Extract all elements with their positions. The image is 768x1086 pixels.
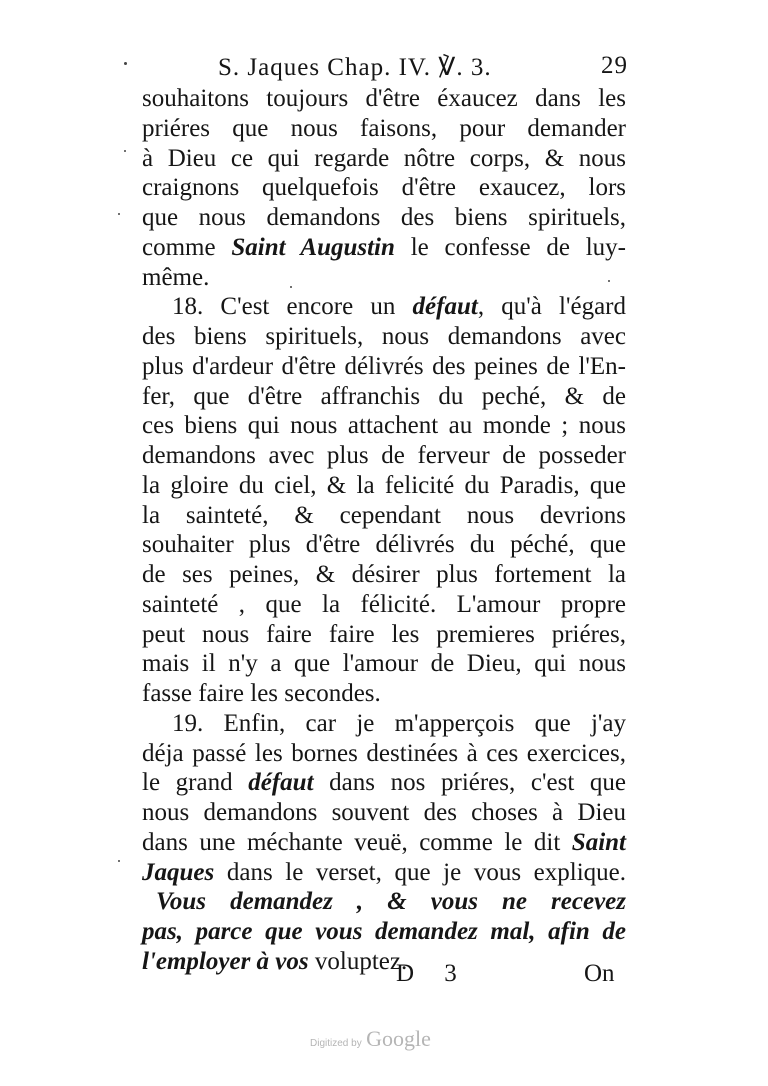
text-run: dans une méchante veuë, comme le dit xyxy=(142,828,572,856)
text-line xyxy=(142,768,626,798)
text-line: ces biens qui nous attachent au monde ; nous xyxy=(142,412,626,440)
text-line: à Dieu ce qui regarde nôtre corps, & nous xyxy=(142,144,626,172)
text-line xyxy=(142,292,626,322)
body-text xyxy=(142,84,626,977)
text-line: déja passé les bornes destinées à ces exercices, xyxy=(142,739,626,767)
text-line: priéres que nous faisons, pour demander xyxy=(142,114,626,142)
ink-speck xyxy=(290,286,292,288)
ink-speck xyxy=(118,213,120,215)
text-run: dans le verset, que je vous explique. xyxy=(214,858,626,886)
italic-run: Saint Augustin xyxy=(231,233,395,261)
running-title: S. Jaques Chap. IV. ℣. 3. xyxy=(218,54,492,81)
text-line: sainteté , que la félicité. L'amour propre xyxy=(142,590,626,618)
text-line: souhaiter plus d'être délivrés du péché, que xyxy=(142,531,626,559)
text-line: demandons avec plus de ferveur de posseder xyxy=(142,442,626,469)
signature-mark: D 3 xyxy=(396,960,469,987)
text-line: mais il n'y a que l'amour de Dieu, qui nous xyxy=(142,650,626,678)
text-run: le confesse de luy- xyxy=(394,233,626,261)
text-line: la sainteté, & cependant nous devrions xyxy=(142,501,626,529)
text-run: , qu'à l'égard xyxy=(477,293,626,321)
text-line: fer, que d'être affranchis du peché, & de xyxy=(142,382,626,410)
text-run: comme xyxy=(142,233,232,261)
text-line xyxy=(142,233,626,263)
catchword: On xyxy=(584,960,615,987)
text-line: de ses peines, & désirer plus fortement la xyxy=(142,561,626,588)
text-run: voluptez. xyxy=(308,947,408,975)
text-line: craignons quelquefois d'être exaucez, lors xyxy=(142,174,626,202)
page-number: 29 xyxy=(601,52,628,79)
ink-speck xyxy=(124,150,126,152)
watermark-brand: Google xyxy=(366,1026,431,1051)
italic-run: défaut xyxy=(412,293,478,321)
text-line: la gloire du ciel, & la felicité du Paradis, que xyxy=(142,471,626,499)
italic-run: Vous demandez , & vous ne recevez xyxy=(156,888,626,916)
text-line xyxy=(142,828,626,858)
ink-speck xyxy=(118,860,120,862)
text-line: même. xyxy=(142,263,210,291)
text-line: que nous demandons des biens spirituels, xyxy=(142,204,626,231)
italic-run: l'employer à vos xyxy=(142,947,309,975)
text-run: dans nos priéres, c'est que xyxy=(313,769,627,797)
italic-run: défaut xyxy=(248,769,314,797)
text-line xyxy=(142,887,626,917)
text-line: souhaitons toujours d'être éxaucez dans les xyxy=(142,85,626,112)
italic-run: Saint xyxy=(571,828,626,856)
page-footer xyxy=(0,960,768,994)
text-line: 19. Enfin, car je m'apperçois que j'ay xyxy=(172,709,626,737)
digitization-watermark xyxy=(310,1026,431,1052)
text-line xyxy=(142,858,626,888)
text-line: plus d'ardeur d'être délivrés des peines de l'En- xyxy=(142,352,626,380)
text-run: le grand xyxy=(142,769,249,797)
text-line: des biens spirituels, nous demandons avec xyxy=(142,323,626,350)
watermark-prefix: Digitized by xyxy=(310,1038,362,1049)
ink-speck xyxy=(608,280,610,282)
page-header xyxy=(218,52,628,86)
italic-run: Jaques xyxy=(142,858,215,886)
text-line: fasse faire les secondes. xyxy=(142,680,381,707)
ink-speck xyxy=(124,62,127,65)
text-run: 18. C'est encore un xyxy=(172,293,413,321)
text-line xyxy=(142,917,626,947)
italic-run: pas, parce que vous demandez mal, afin de xyxy=(142,918,626,945)
text-line: peut nous faire faire les premieres priéres, xyxy=(142,620,626,648)
text-line: nous demandons souvent des choses à Dieu xyxy=(142,799,626,826)
